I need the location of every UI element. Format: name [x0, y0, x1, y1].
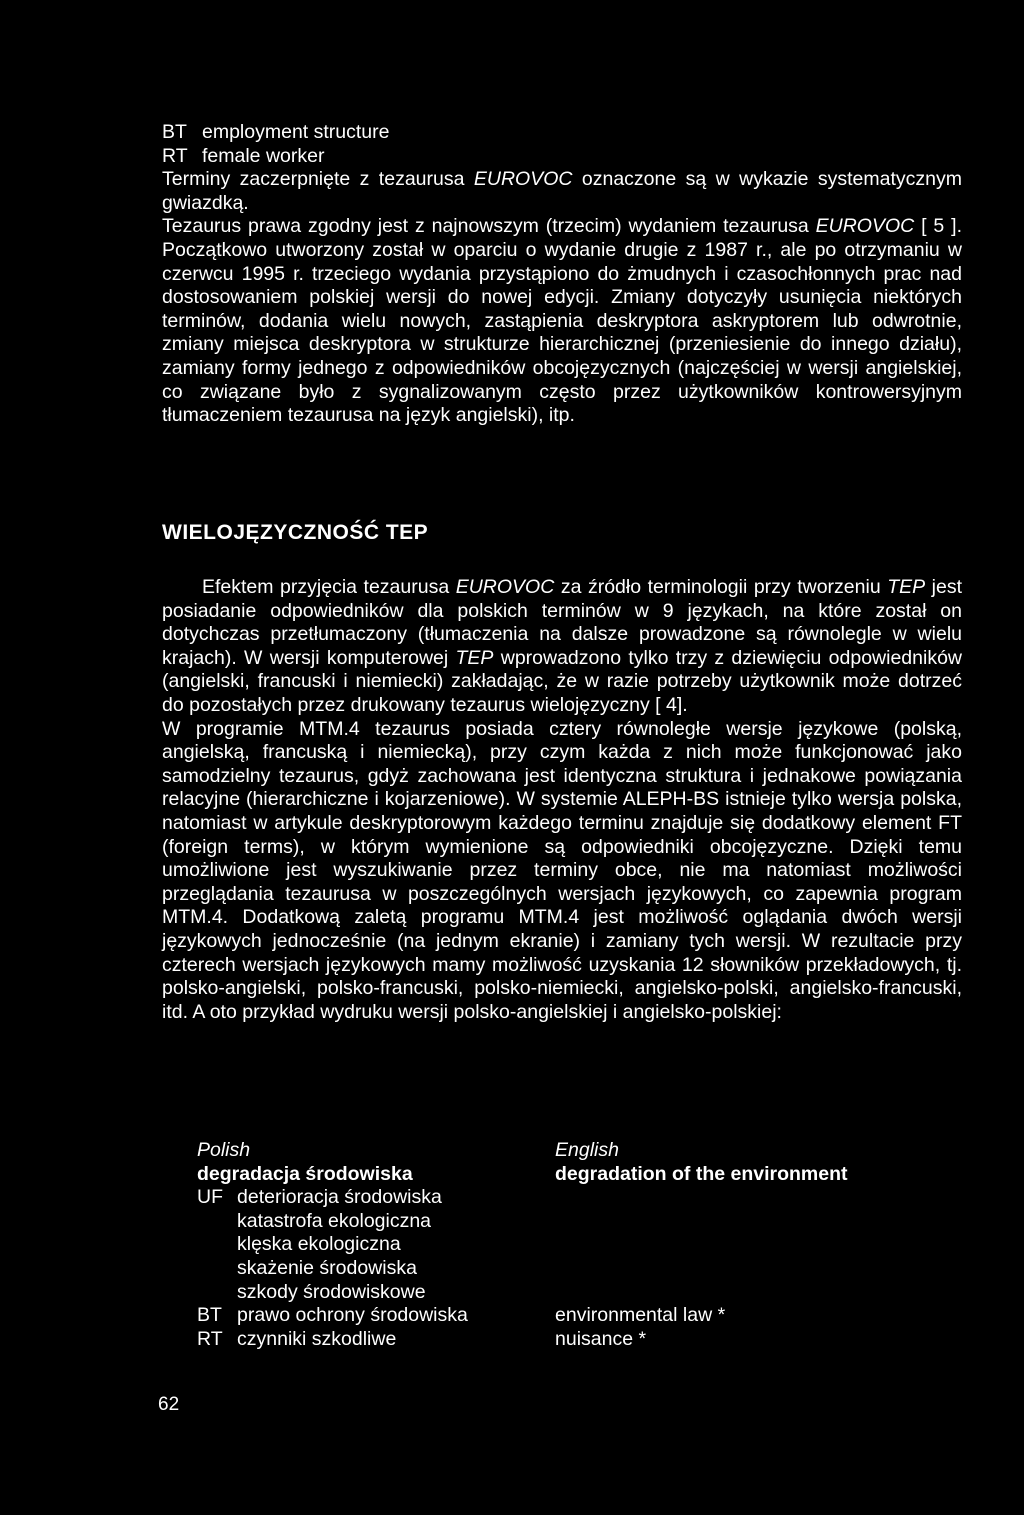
polish-label: Polish	[197, 1139, 251, 1161]
rt-code: RT	[197, 1327, 223, 1350]
eurovoc-italic: EUROVOC	[473, 168, 573, 191]
relation-code: RT	[162, 144, 188, 167]
english-term: degradation of the environment	[555, 1162, 848, 1185]
intro-paragraph-1	[162, 168, 962, 215]
uf-row	[197, 1210, 962, 1234]
sample-term-row	[197, 1163, 962, 1187]
page-content	[162, 121, 963, 1350]
relation-line	[162, 121, 962, 145]
uf-term: katastrofa ekologiczna	[237, 1209, 432, 1232]
relation-code: BT	[162, 121, 187, 143]
eurovoc-italic: EUROVOC	[815, 215, 915, 238]
text-run: oznaczone są w wykazie systematycznym gwiazdką.	[162, 168, 962, 214]
uf-term: klęska ekologiczna	[237, 1233, 401, 1256]
text-run: Efektem przyjęcia tezaurusa	[202, 576, 456, 598]
text-run: [ 5 ]. Początkowo utworzony został w oparciu o wydanie drugie z 1987 r., ale po otrzymaniu w czerwcu 1995 r. trzeciego wydania przystąpiono do żmudnych i czasochłonnych prac nad dostosowaniem polskiej wersji do nowej edycji. Zmiany dotyczyły usunięcia niektórych terminów, dodania wielu nowych, zastąpienia deskryptora askryptorem lub odwrotnie, zmiany miejsca deskryptora w strukturze hierarchicznej (przeniesienie do innego działu), zamiany formy jednego z odpowiedników obcojęzycznych (najczęściej w wersji angielskiej, co związane było z sygnalizowanym często przez użytkowników kontrowersyjnym tłumaczeniem tezaurusa na język angielski), itp.	[162, 215, 962, 427]
polish-term: degradacja środowiska	[197, 1162, 413, 1185]
eurovoc-italic: EUROVOC	[455, 576, 555, 598]
section-paragraph-1	[162, 576, 962, 718]
relation-term: female worker	[202, 144, 325, 167]
text-run: Terminy zaczerpnięte z tezaurusa	[162, 168, 474, 191]
uf-row	[197, 1233, 962, 1257]
uf-term: deterioracja środowiska	[237, 1186, 442, 1209]
tep-italic: TEP	[455, 646, 494, 669]
text-run: za źródło terminologii przy tworzeniu	[554, 576, 888, 598]
uf-row	[197, 1281, 962, 1305]
rt-polish: czynniki szkodliwe	[237, 1327, 397, 1350]
sample-header-row	[197, 1139, 962, 1163]
bt-english: environmental law *	[555, 1304, 726, 1327]
tep-italic: TEP	[887, 576, 926, 598]
english-label: English	[555, 1139, 619, 1161]
relation-line	[162, 145, 962, 169]
uf-term: szkody środowiskowe	[237, 1280, 426, 1303]
bt-polish: prawo ochrony środowiska	[237, 1304, 468, 1327]
text-run: jest posiadanie odpowiedników dla polskich terminów w 9 językach, na które został on dotychczas przetłumaczony (tłumaczenia na dalsze prowadzone są równolegle w wielu krajach). W wersji komputerowej	[162, 576, 963, 669]
section-heading: WIELOJĘZYCZNOŚĆ TEP	[162, 521, 429, 544]
section-paragraph-2: W programie MTM.4 tezaurus posiada cztery równoległe wersje językowe (polską, angielską, francuską i niemiecką), przy czym każda z nich może funkcjonować jako samodzielny tezaurus, gdyż zachowana jest identyczna struktura i jednakowe powiązania relacyjne (hierarchiczne i kojarzeniowe). W systemie ALEPH-BS istnieje tylko wersja polska, natomiast w artykule deskryptorowym każdego terminu znajduje się dodatkowy element FT (foreign terms), w którym wymienione są odpowiedniki obcojęzyczne. Dzięki temu umożliwione jest wyszukiwanie przez terminy obce, nie ma natomiast możliwości przeglądania tezaurusa w poszczególnych wersjach językowych, co zapewnia program MTM.4. Dodatkową zaletą programu MTM.4 jest możliwość oglądania dwóch wersji językowych jednocześnie (na jednym ekranie) i zamiany tych wersji. W rezultacie przy czterech wersjach językowych mamy możliwość uzyskania 12 słowników przekładowych, tj. polsko-angielski, polsko-francuski, polsko-niemiecki, angielsko-polski, angielsko-francuski, itd. A oto przykład wydruku wersji polsko-angielskiej i angielsko-polskiej:	[162, 717, 962, 1023]
rt-english: nuisance *	[555, 1327, 647, 1350]
relation-term: employment structure	[202, 121, 390, 143]
uf-row	[197, 1186, 962, 1210]
intro-paragraph-2	[162, 215, 962, 427]
uf-row	[197, 1257, 962, 1281]
rt-row	[197, 1328, 962, 1352]
page-number: 62	[158, 1394, 180, 1415]
bt-row	[197, 1304, 962, 1328]
thesaurus-sample	[197, 1139, 962, 1351]
uf-code: UF	[197, 1186, 223, 1209]
section-body	[162, 576, 962, 1024]
text-run: wprowadzono tylko trzy z dziewięciu odpowiedników (angielski, francuski i niemiecki) zakładając, że w razie potrzeby użytkownik może dotrzeć do pozostałych przez drukowany tezaurus wielojęzyczny [ 4].	[162, 646, 962, 716]
uf-term: skażenie środowiska	[237, 1256, 417, 1279]
top-relations	[162, 121, 962, 168]
text-run: Tezaurus prawa zgodny jest z najnowszym (trzecim) wydaniem tezaurusa	[162, 215, 816, 238]
bt-code: BT	[197, 1304, 222, 1327]
